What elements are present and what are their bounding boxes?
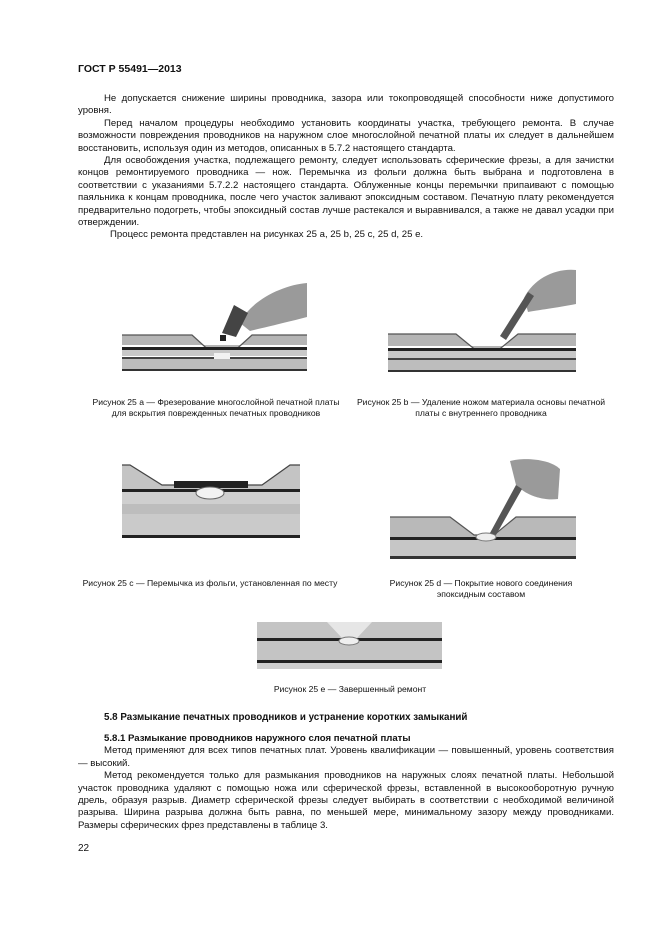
page-number: 22 — [78, 843, 90, 854]
paragraph: Метод рекомендуется только для размыкания проводников на наружных слоях печатной платы. Небольшой участок проводника удаляют с помощью ножа или сферической фрезы, вставленной в высокооборотную ручную дрель, образуя разрыв. Диаметр сферической фрезы следует выбирать в соответствии с необходимой величиной разрыва. Ширина разрыва должна быть равна, по меньшей мере, минимальному зазору между проводниками. Размеры сферических фрез представлены в таблице 3. — [78, 770, 614, 831]
figure-25c-image — [122, 457, 300, 539]
figure-25d-image — [390, 455, 576, 573]
document-header: ГОСТ Р 55491—2013 — [78, 63, 182, 75]
figure-25e-caption: Рисунок 25 е — Завершенный ремонт — [273, 684, 427, 694]
figure-25e-image — [257, 622, 442, 672]
figure-25b-caption: Рисунок 25 b — Удаление ножом материала основы печатной платы с внутреннего проводника — [356, 397, 606, 419]
section-5-8-1 — [78, 733, 614, 832]
section-5-8-title: 5.8 Размыкание печатных проводников и устранение коротких замыканий — [104, 712, 468, 723]
paragraph: Для освобождения участка, подлежащего ремонту, следует использовать сферические фрезы, а для зачистки концов ремонтируемого проводника — нож. Перемычка из фольги должна быть выбрана и подготовлена в соответствии с указаниями 5.7.2.2 настоящего стандарта. Облуженные концы перемычки припаивают с помощью паяльника к концам проводника, после чего участок заливают эпоксидным составом. Печатную плату рекомендуется предварительно подогреть, чтобы эпоксидный состав лучше растекался и выравнивался, а также не давал усадки при отверждении. — [78, 155, 614, 229]
figure-25d-caption: Рисунок 25 d — Покрытие нового соединения эпоксидным составом — [389, 578, 573, 600]
paragraph: Метод применяют для всех типов печатных плат. Уровень квалификации — повышенный, уровень соответствия — высокий. — [78, 745, 614, 769]
section-5-8-1-title: 5.8.1 Размыкание проводников наружного слоя печатной платы — [104, 733, 411, 744]
figure-25a-image — [122, 283, 307, 383]
figure-25c-caption: Рисунок 25 с — Перемычка из фольги, установленная по месту — [82, 578, 338, 588]
figure-25a-caption: Рисунок 25 а — Фрезерование многослойной печатной платы для вскрытия поврежденных печатных проводников — [92, 397, 340, 419]
intro-text — [78, 93, 614, 242]
paragraph: Перед началом процедуры необходимо установить координаты участка, требующего ремонта. В случае возможности повреждения проводников на наружном слое многослойной печатной платы их следует в дальнейшем восстановить, используя один из методов, описанных в 5.7.2 настоящего стандарта. — [78, 117, 614, 154]
paragraph: Не допускается снижение ширины проводника, зазора или токопроводящей способности ниже допустимого уровня. — [78, 93, 614, 117]
paragraph: Процесс ремонта представлен на рисунках 25 а, 25 b, 25 с, 25 d, 25 е. — [110, 229, 424, 241]
figure-25b-image — [388, 268, 576, 386]
